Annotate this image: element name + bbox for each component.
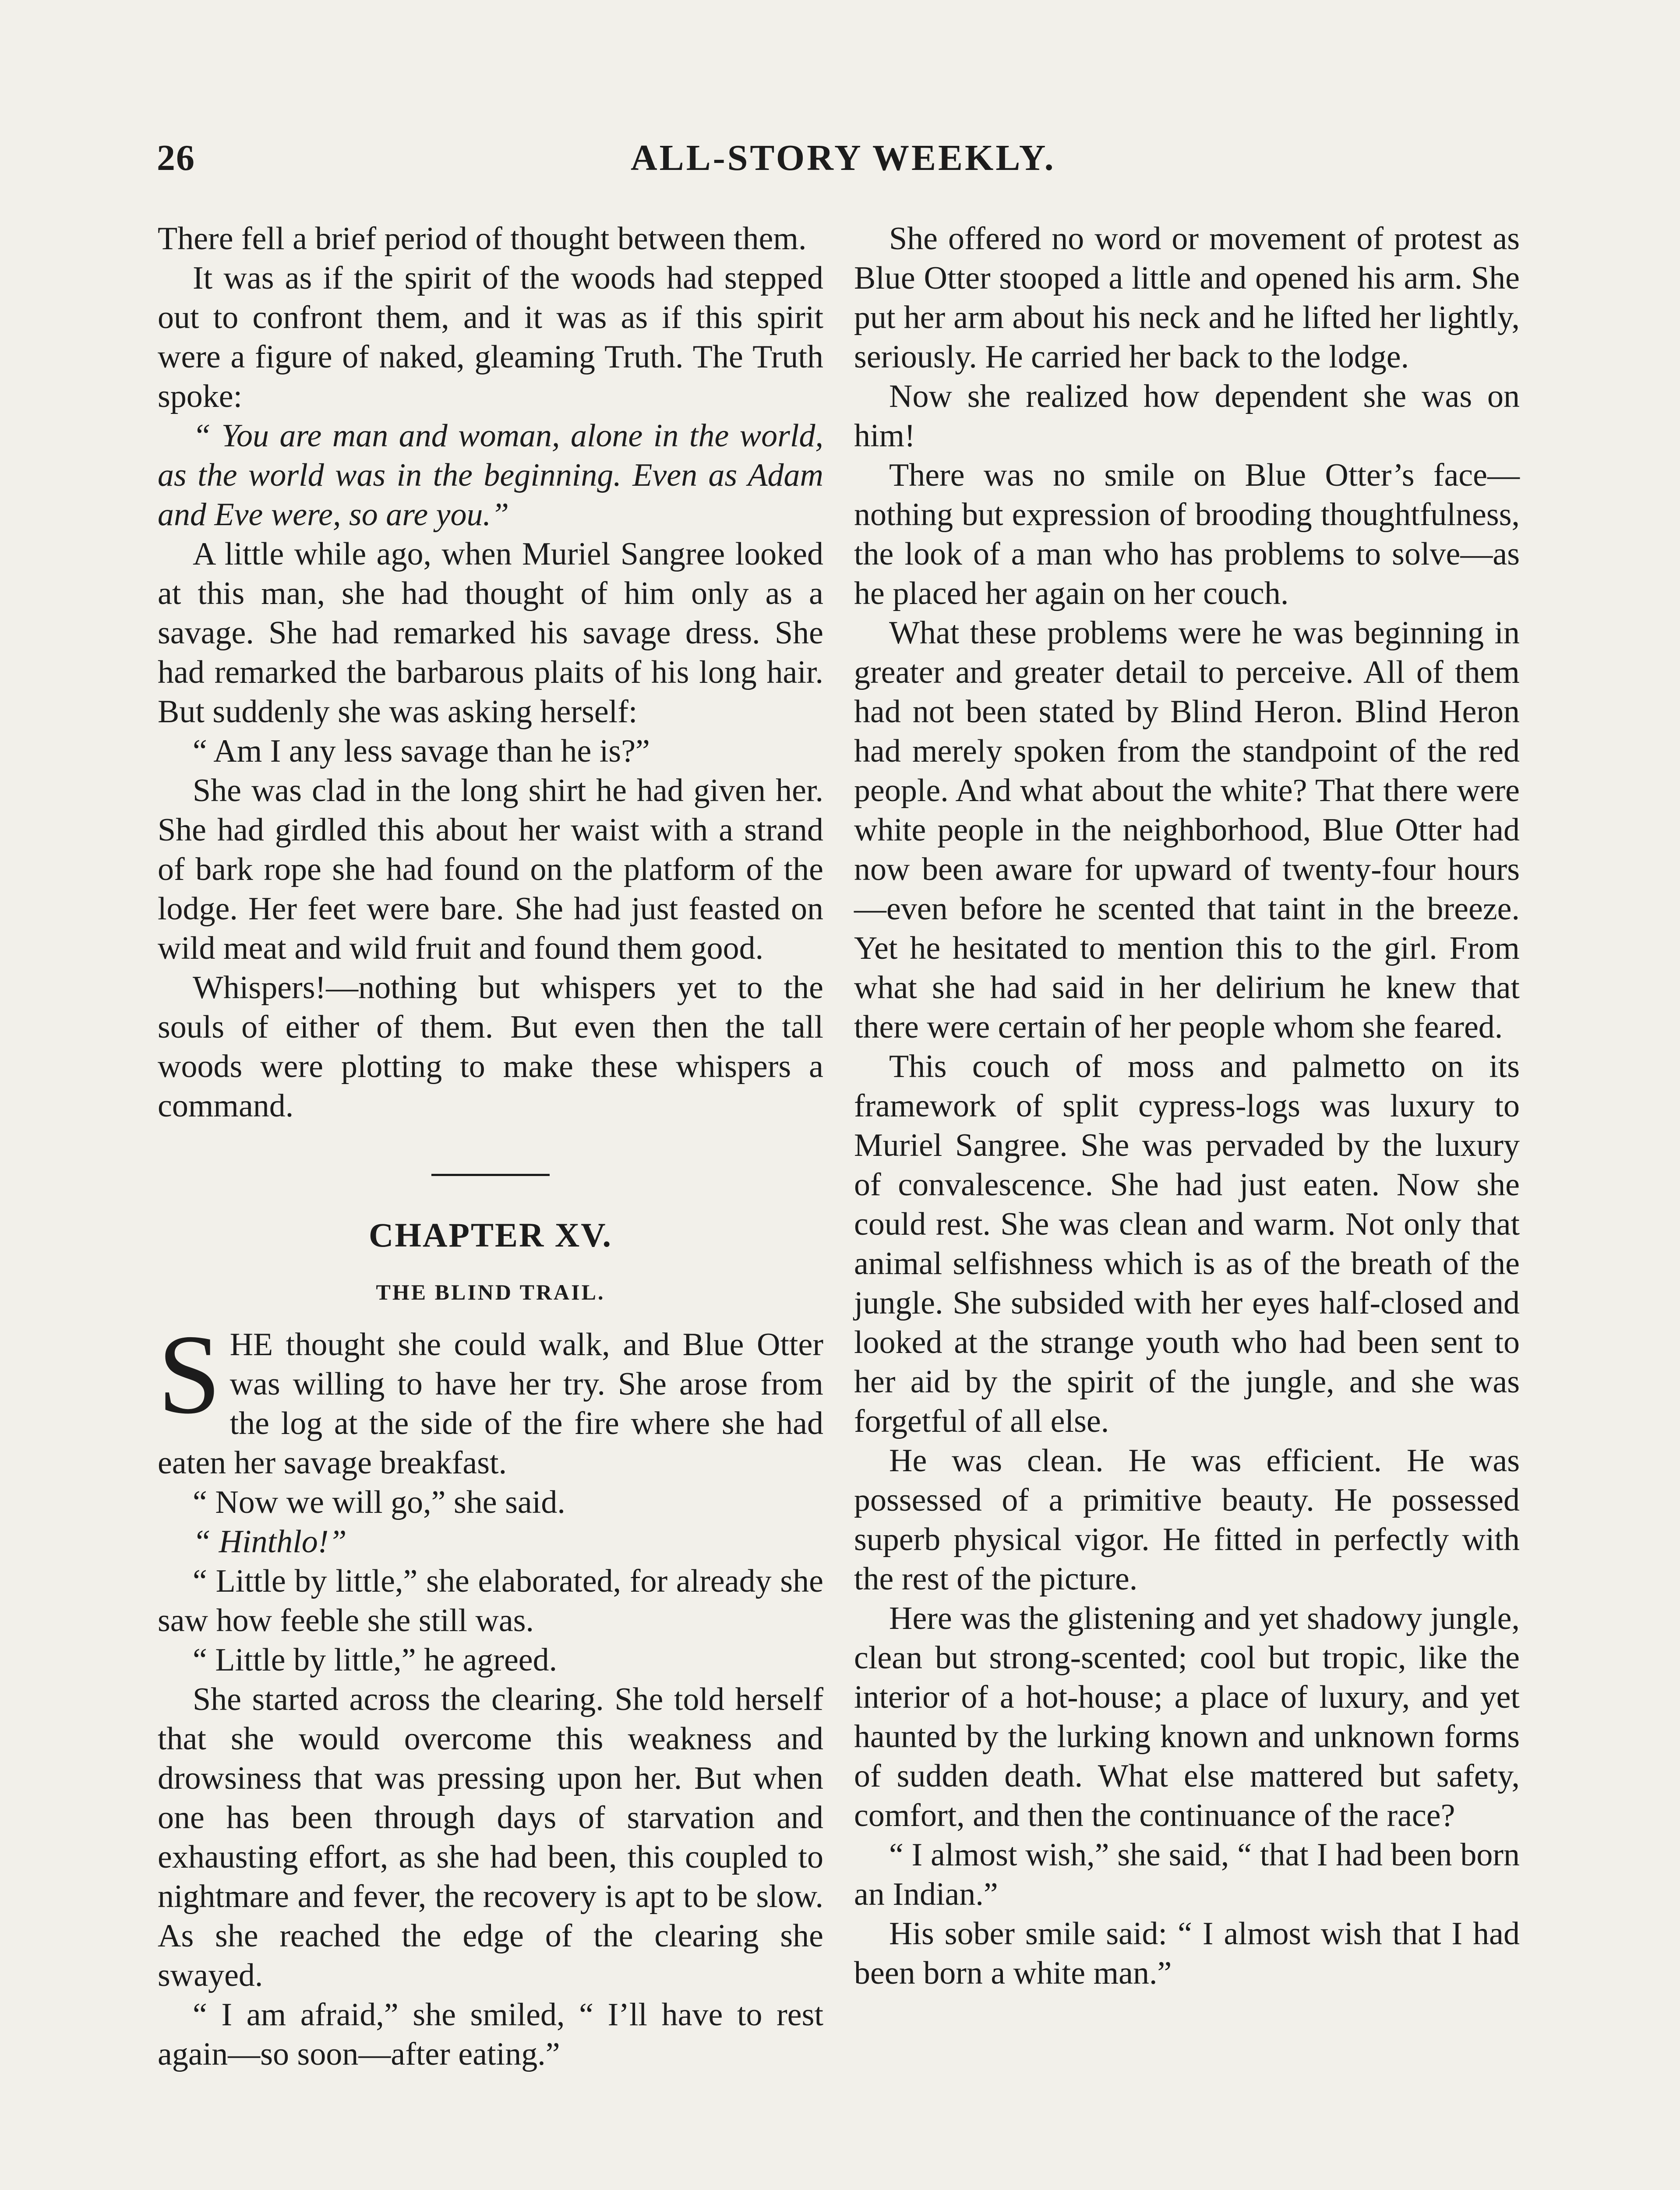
paragraph: “ Now we will go,” she said. — [193, 1484, 565, 1520]
paragraph: “ Am I any less savage than he is?” — [193, 733, 650, 769]
paragraph: Here was the glistening and yet shadowy jungle, clean but strong-scented; cool but tropic, like the interior of a hot-house; a place of luxury, and yet haunted by the lurking known and unknown forms of sudden death. What else mattered but safety, comfort, and then the continuance of the race? — [854, 1600, 1520, 1833]
paragraph: It was as if the spirit of the woods had stepped out to confront them, and it was as if this spirit were a figure of naked, gleaming Truth. The Truth spoke: — [158, 260, 823, 414]
paragraph: “ Little by little,” he agreed. — [193, 1642, 558, 1678]
paragraph: Now she realized how dependent she was on him! — [854, 378, 1520, 454]
paragraph: He was clean. He was efficient. He was possessed of a primitive beauty. He possessed superb physical vigor. He fitted in perfectly with the rest of the picture. — [854, 1443, 1520, 1597]
left-column — [158, 219, 823, 2074]
paragraph: There was no smile on Blue Otter’s face—nothing but expression of brooding thoughtfulness, the look of a man who has problems to solve—as he placed her again on her couch. — [854, 457, 1520, 611]
opening-text: HE thought she could walk, and Blue Otter was willing to have her try. She arose from the log at the side of the fire where she had eaten her savage breakfast. — [158, 1327, 823, 1481]
running-head: ALL-STORY WEEKLY. — [631, 138, 1056, 178]
paragraph: There fell a brief period of thought between them. — [158, 221, 807, 257]
paragraph: “ I almost wish,” she said, “ that I had been born an Indian.” — [854, 1837, 1520, 1912]
paragraph: She started across the clearing. She told herself that she would overcome this weakness and drowsiness that was pressing upon her. But when one has been through days of starvation and exhausting effort, as she had been, this coupled to nightmare and fever, the recovery is apt to be slow. As she reached the edge of the clearing she swayed. — [158, 1681, 823, 1993]
section-divider — [431, 1174, 550, 1176]
chapter-opening-paragraph — [158, 1311, 823, 1483]
quoted-truth: “ You are man and woman, alone in the world, as the world was in the beginning. Even as Adam and Eve were, so are you.” — [158, 418, 823, 533]
paragraph: She was clad in the long shirt he had given her. She had girdled this about her waist with a strand of bark rope she had found on the platform of the lodge. Her feet were bare. She had just feasted on wild meat and wild fruit and found them good. — [158, 773, 823, 966]
page-number: 26 — [157, 138, 195, 178]
chapter-title: CHAPTER XV. — [369, 1216, 612, 1254]
chapter-subtitle: THE BLIND TRAIL. — [376, 1280, 605, 1304]
paragraph: This couch of moss and palmetto on its framework of split cypress-logs was luxury to Muriel Sangree. She was pervaded by the luxury of convalescence. She had just eaten. Now she could rest. She was clean and warm. Not only that animal selfishness which is as of the breath of the jungle. She subsided with her eyes half-closed and looked at the strange youth who had been sent to her aid by the spirit of the jungle, and she was forgetful of all else. — [854, 1049, 1520, 1439]
paragraph: She offered no word or movement of protest as Blue Otter stooped a little and opened his arm. She put her arm about his neck and he lifted her lightly, seriously. He carried her back to the lodge. — [854, 221, 1520, 375]
right-column — [854, 219, 1520, 1993]
drop-cap: S — [158, 1311, 221, 1438]
paragraph: “ I am afraid,” she smiled, “ I’ll have to rest again—so soon—after eating.” — [158, 1997, 823, 2072]
paragraph: Whispers!—nothing but whispers yet to the souls of either of them. But even then the tall woods were plotting to make these whispers a command. — [158, 970, 823, 1124]
paragraph: A little while ago, when Muriel Sangree looked at this man, she had thought of him only as a savage. She had remarked his savage dress. She had remarked the barbarous plaits of his long hair. But suddenly she was asking herself: — [158, 536, 823, 730]
paragraph: What these problems were he was beginning in greater and greater detail to perceive. All of them had not been stated by Blind Heron. Blind Heron had merely spoken from the standpoint of the red people. And what about the white? That there were white people in the neighborhood, Blue Otter had now been aware for upward of twenty-four hours—even before he scented that taint in the breeze. Yet he hesitated to mention this to the girl. From what she had said in her delirium he knew that there were certain of her people whom she feared. — [854, 615, 1520, 1045]
paragraph: “ Little by little,” she elaborated, for already she saw how feeble she still was. — [158, 1563, 823, 1639]
paragraph: “ Hinthlo!” — [193, 1524, 347, 1560]
paragraph: His sober smile said: “ I almost wish that I had been born a white man.” — [854, 1916, 1520, 1991]
